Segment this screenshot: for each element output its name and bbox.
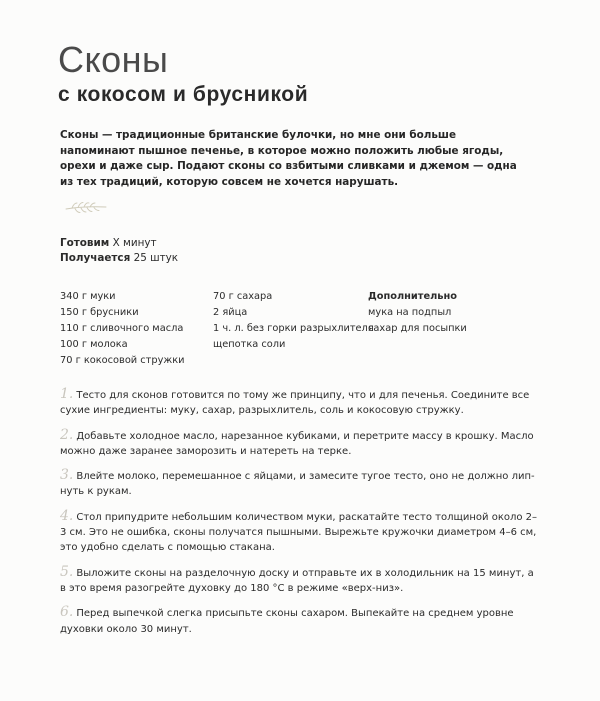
recipe-step [60, 428, 540, 460]
recipe-step [60, 468, 540, 500]
step-text: Выложите сконы на разделочную доску и отправьте их в холодильник на 15 минут, а в это время разогрейте духовку до 180 °С в режиме «верх-низ». [60, 567, 534, 594]
step-text: Перед выпечкой слегка присыпьте сконы сахаром. Выпекайте на среднем уровне духовки около 30 минут. [60, 608, 514, 635]
ingredients-column-2 [213, 289, 374, 353]
recipe-subtitle: с кокосом и брусникой [58, 83, 309, 106]
recipe-title: Сконы [58, 39, 169, 80]
ingredient-item: 110 г сливочного масла [60, 323, 184, 334]
step-text: Добавьте холодное масло, нарезанное кубиками, и перетрите массу в крошку. Масло можно даже заранее заморозить и натереть на терке. [60, 430, 534, 457]
extra-ingredients-heading: Дополнительно [368, 291, 457, 302]
recipe-step [60, 565, 540, 597]
sprig-ornament-icon [64, 200, 108, 214]
cook-time [60, 236, 178, 251]
ingredient-item: 150 г брусники [60, 307, 139, 318]
step-text: Влейте молоко, перемешанное с яйцами, и замесите тугое тесто, оно не должно липнуть к рукам. [60, 471, 535, 498]
ingredient-item: 100 г молока [60, 339, 128, 350]
step-number: 2. [60, 426, 74, 443]
cook-time-label: Готовим [60, 237, 110, 249]
step-text: Тесто для сконов готовится по тому же принципу, что и для печенья. Соедините все сухие ингредиенты: муку, сахар, разрыхлитель, соль и кокосовую стружку. [60, 390, 530, 417]
ingredient-item: 2 яйца [213, 307, 248, 318]
recipe-yield-label: Получается [60, 252, 131, 264]
step-number: 6. [60, 604, 74, 621]
recipe-step [60, 387, 540, 419]
ingredient-item: 70 г сахара [213, 291, 273, 302]
step-text: Стол припудрите небольшим количеством муки, раскатайте тесто толщиной около 2–3 см. Это не ошибка, сконы получатся пышными. Вырежьте кружочки диаметром 4–6 см, это удобно сделать с помощью стакана. [60, 511, 538, 554]
step-number: 3. [60, 467, 74, 484]
ingredient-item: 70 г кокосовой стружки [60, 355, 185, 366]
ingredients-column-extra [368, 289, 467, 337]
cook-time-value: Х минут [112, 237, 157, 249]
ingredient-item: щепотка соли [213, 339, 286, 350]
recipe-steps [60, 387, 540, 646]
ingredients-column-1 [60, 289, 185, 369]
recipe-step [60, 509, 540, 556]
step-number: 1. [60, 386, 74, 402]
ingredient-item: мука на подпыл [368, 307, 452, 318]
recipe-yield [60, 251, 178, 266]
recipe-meta [60, 236, 178, 266]
step-number: 4. [60, 507, 74, 524]
ingredient-item: сахар для посыпки [368, 323, 467, 334]
recipe-intro: Сконы — традиционные британские булочки, но мне они больше напоминают пышное печенье, в которое можно положить любые ягоды, орехи и даже сыр. Подают сконы со взбитыми сливками и джемом — одна из тех традиций, которую совсем не хочется нарушать. [60, 129, 517, 188]
recipe-step [60, 605, 540, 637]
recipe-yield-value: 25 штук [133, 252, 179, 264]
ingredient-item: 1 ч. л. без горки разрыхлителя [213, 323, 374, 334]
step-number: 5. [60, 563, 74, 580]
ingredient-item: 340 г муки [60, 291, 116, 302]
